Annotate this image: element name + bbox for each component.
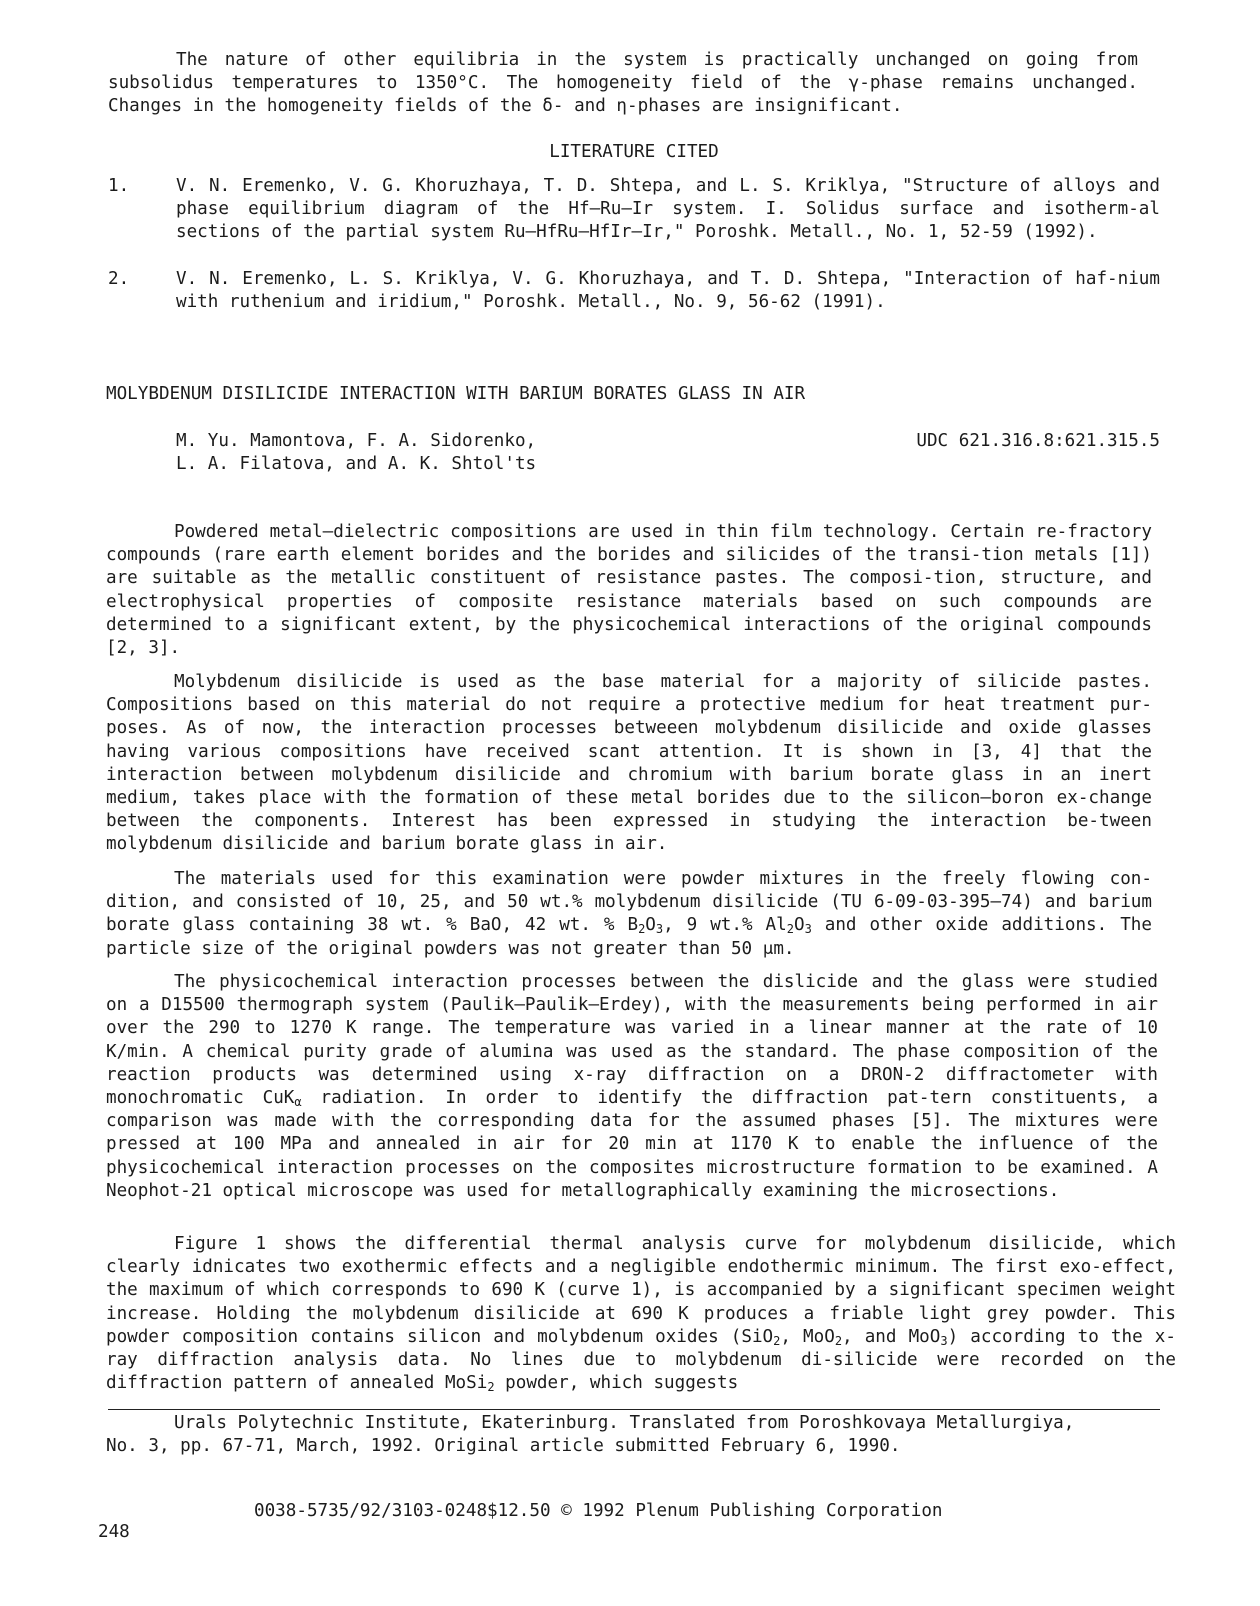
subscript: 2 (786, 922, 794, 937)
reference-number: 1. (108, 176, 130, 196)
paragraph-4-text-a: The physicochemical interaction processes between the dislicide and the glass were studied on a D15500 thermograph system (Paulik—Paulik—Erdey), with the measurements being performed in air over the 290 to 1270 K range. The temperature was varied in a linear manner at the rate of 10 K/min. A chemical purity grade of alumina was used as the standard. The phase composition of the reaction products was determined using x-ray diffraction on a DRON-2 diffractometer with monochromatic CuK (106, 972, 1158, 1109)
authors (176, 430, 876, 476)
footnote-line-1: Urals Polytechnic Institute, Ekaterinburg. Translated from Poroshkovaya Metallurgiya, (174, 1413, 1075, 1433)
udc-code: UDC 621.316.8:621.315.5 (916, 431, 1160, 451)
subscript: 2 (773, 1333, 781, 1348)
intro-text: The nature of other equilibria in the system is practically unchanged on going from subsolidus temperatures to 1350°C. The homogeneity field of the γ-phase remains unchanged. Changes in the homogeneity fields of the δ- and η-phases are insignificant. (108, 50, 1138, 117)
reference-text: V. N. Eremenko, L. S. Kriklya, V. G. Khoruzhaya, and T. D. Shtepa, "Interaction of haf-nium with ruthenium and iridium," Poroshk. Metall., No. 9, 56-62 (1991). (176, 269, 1160, 313)
paragraph-5-text-d: ) according to the x-ray diffraction analysis data. No lines due to molybdenum di-silicide were recorded on the diffraction pattern of annealed MoSi (106, 1326, 1176, 1394)
article-title: MOLYBDENUM DISILICIDE INTERACTION WITH BARIUM BORATES GLASS IN AIR (106, 384, 806, 404)
authors-line-1: M. Yu. Mamontova, F. A. Sidorenko, (176, 431, 537, 451)
footnote-line-2: No. 3, pp. 67-71, March, 1992. Original article submitted February 6, 1990. (106, 1436, 901, 1457)
paragraph-1 (106, 521, 1152, 660)
paragraph-3-text-a: The materials used for this examination were powder mixtures in the freely flowing con-dition, and consisted of 10, 25, and 50 wt.% molybdenum disilicide (TU 6-09-03-395—74) and barium borate glass containing 38 wt. % BaO, 42 wt. % B (106, 869, 1152, 936)
paragraph-5 (106, 1233, 1176, 1395)
authors-line-2: L. A. Filatova, and A. K. Shtol'ts (176, 454, 537, 475)
subscript: 3 (655, 922, 664, 937)
paragraph-5-text-a: Figure 1 shows the differential thermal analysis curve for molybdenum disilicide, which clearly idnicates two exothermic effects and a negligible endothermic minimum. The first exo-effect, the maximum of which corresponds to 690 K (curve 1), is accompanied by a significant specimen weight increase. Holding the molybdenum disilicide at 690 K produces a friable light grey powder. This powder composition contains silicon and molybdenum oxides (SiO (106, 1234, 1176, 1347)
reference-number: 2. (108, 269, 130, 289)
subscript: 3 (804, 922, 812, 937)
paragraph-4 (106, 971, 1158, 1203)
paragraph-2-text: Molybdenum disilicide is used as the base material for a majority of silicide pastes. Compositions based on this material do not require a protective medium for heat treatment pur-poses. As of now, the interaction processes betweeen molybdenum disilicide and oxide glasses having various compositions have received scant attention. It is shown in [3, 4] that the interaction between molybdenum disilicide and chromium with barium borate glass in an inert medium, takes place with the formation of these metal borides due to the silicon—boron ex-change between the components. Interest has been expressed in studying the interaction be-tween molybdenum disilicide and barium borate glass in air. (106, 672, 1152, 855)
paragraph-2 (106, 671, 1152, 857)
paragraph-5-text-c: , and MoO (842, 1326, 941, 1347)
reference-text: V. N. Eremenko, V. G. Khoruzhaya, T. D. Shtepa, and L. S. Kriklya, "Structure of alloys and phase equilibrium diagram of the Hf—Ru—Ir system. I. Solidus surface and isotherm-al sections of the partial system Ru—HfRu—HfIr—Ir," Poroshk. Metall., No. 1, 52-59 (1992). (176, 176, 1160, 243)
reference-1 (108, 175, 1160, 245)
subscript: 2 (834, 1333, 843, 1348)
footnote-rule (108, 1409, 1160, 1410)
page-number: 248 (98, 1522, 130, 1542)
paragraph-5-text-b: , MoO (780, 1326, 835, 1347)
subscript: α (294, 1095, 302, 1110)
subscript: 2 (638, 922, 646, 937)
reference-2 (108, 268, 1160, 314)
paragraph-3-text-d: O (793, 915, 805, 936)
footnote (106, 1412, 1166, 1458)
paragraph-1-text: Powdered metal—dielectric compositions are used in thin film technology. Certain re-fractory compounds (rare earth element borides and the borides and silicides of the transi-tion metals [1]) are suitable as the metallic constituent of resistance pastes. The composi-tion, structure, and electrophysical properties of composite resistance materials based on such compounds are determined to a significant extent, by the physicochemical interactions of the original compounds [2, 3]. (106, 522, 1152, 659)
paragraph-3 (106, 868, 1152, 961)
paragraph-3-text-e: and other oxide additions. The particle size of the original powders was not greater than 50 μm. (106, 915, 1152, 959)
literature-heading: LITERATURE CITED (549, 142, 719, 162)
copyright-line: 0038-5735/92/3103-0248$12.50 © 1992 Plenum Publishing Corporation (254, 1501, 943, 1521)
intro-paragraph (108, 49, 1138, 119)
paragraph-5-text-e: powder, which suggests (494, 1373, 739, 1394)
paragraph-3-text-b: O (645, 915, 656, 936)
paragraph-4-text-b: radiation. In order to identify the diffraction pat-tern constituents, a comparison was made with the corresponding data for the assumed phases [5]. The mixtures were pressed at 100 MPa and annealed in air for 20 min at 1170 K to enable the influence of the physicochemical interaction processes on the composites microstructure formation to be examined. A Neophot-21 optical microscope was used for metallographically examining the microsections. (106, 1088, 1158, 1201)
subscript: 3 (940, 1333, 948, 1348)
subscript: 2 (487, 1380, 495, 1395)
paragraph-3-text-c: , 9 wt.% Al (663, 915, 787, 936)
